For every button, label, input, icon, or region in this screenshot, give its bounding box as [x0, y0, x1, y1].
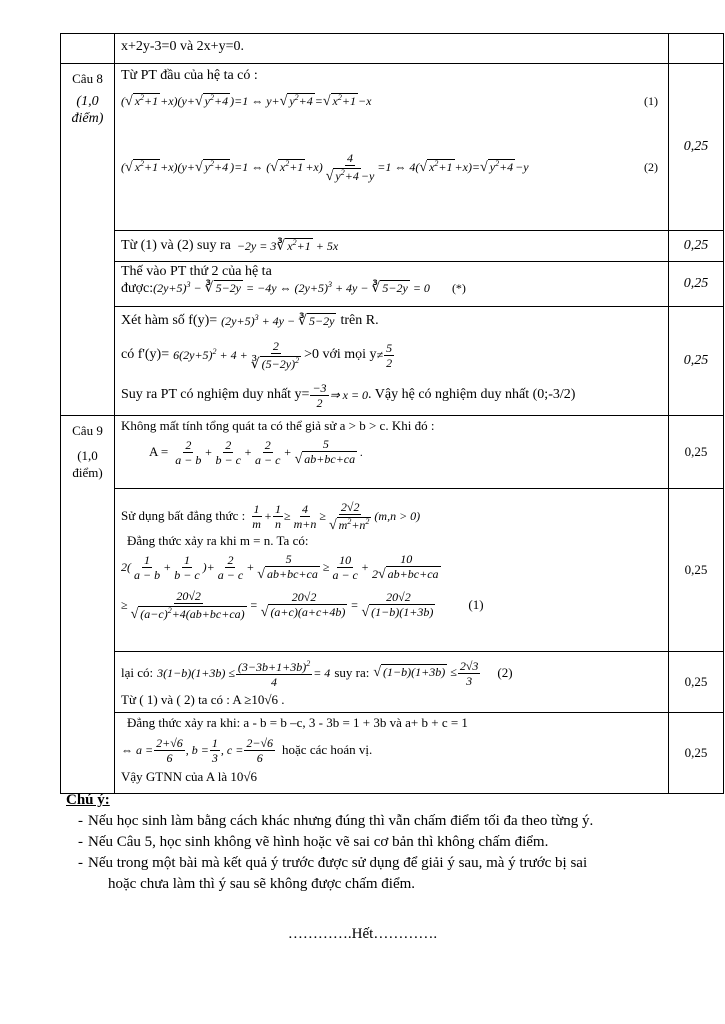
table-row — [61, 262, 724, 307]
points: 0,25 — [683, 238, 709, 253]
points: 0,25 — [683, 139, 709, 154]
grading-table — [60, 33, 724, 794]
table-row — [61, 652, 724, 713]
table-row — [61, 307, 724, 416]
note-item-continued: hoặc chưa làm thì ý sau sẽ không được chấm điểm. — [108, 876, 416, 892]
row-text: x+2y-3=0 và 2x+y=0. — [121, 39, 244, 54]
equation-label: (2) — [644, 159, 658, 174]
question-cell — [61, 416, 115, 794]
table-row — [61, 416, 724, 489]
answer-step: Thế vào PT thứ 2 của hệ ta được: $(2y+5)^3$ − ∛ 5−2y = −4y ⇔ $(2y+5)^3 + 4y$ − ∛ 5−2y = 0 (*) — [121, 264, 466, 296]
points: 0,25 — [683, 353, 709, 368]
points: 0,25 — [684, 444, 708, 459]
question-number: Câu 9 — [72, 423, 103, 438]
points: 0,25 — [683, 276, 709, 291]
answer-step: Sử dụng bất đẳng thức : $\frac{1}{m}$ + $\frac{1}{n}$ ≥ $\frac{4}{m+n}$ ≥ $\frac{2√2}{√ m^2+n^2}$ (m,n > 0) Đẳng thức xảy ra khi m = n. Ta có: 2( $\frac{1}{a - b}$ + $\frac{1}{b - c}$ )+ $\frac{2}{a - c}$ + $\frac{5}{√ ab+bc+ca}$ ≥ $\frac{10}{a - c}$ + $\frac{10}{2√ ab+bc+ca}$ ≥ $\frac{20√2}{√ (a-c)^2+4(ab+bc+ca)}$ = $\frac{20√2}{√ (a+c)(a+c+4b)}$ = $\frac{20√2}{√ (1-b)(1+3b)}$ (1) — [121, 499, 484, 622]
question-number: Câu 8 — [72, 71, 103, 86]
equation-1: (√ $x^2+1 +x)(y+√$ $y^2+4$ )=1 ⇔ y+√ $y^2+4$ =√ $x^2+1 -x$ (1) — [121, 92, 658, 109]
answer-step: Không mất tính tổng quát ta có thể giả sử a > b > c. Khi đó : A = $\frac{2}{a - b}$ + $\frac{2}{b - c}$ + $\frac{2}{a - c}$ + $\frac{5}{√ ab+bc+ca}$ . — [121, 418, 435, 467]
answer-step — [115, 64, 668, 194]
table-row — [61, 489, 724, 652]
answer-step: Xét hàm số f(y)= $(2y+5)^3 + 4y$ − ∛ 5−2y trên R. có f'(y)= $6(2y+5)^2 + 4$ + $\frac{2}{∛ (5-2y)^2}$ >0 với mọi y ≠ $\frac{5}{2}$ Suy ra PT có nghiệm duy nhất y= $\frac{-3}{2}$ ⇒ x = 0 . Vậy hệ có nghiệm duy nhất (0;-3/2) — [121, 312, 576, 410]
equation-label: (1) — [644, 93, 658, 108]
note-item: - Nếu học sinh làm bằng cách khác nhưng đúng thì vẫn chấm điểm tối đa theo từng ý. — [88, 811, 593, 832]
note-title: Chú ý: — [66, 792, 110, 808]
answer-step: lại có: 3(1−b)(1+3b) ≤ $\frac{(3-3b+1+3b)^2}{4}$ = 4 suy ra: √ (1−b)(1+3b) ≤ $\frac{2√3}{3}$ (2) Từ ( 1) và ( 2) ta có : A ≥10√6 . — [121, 658, 513, 707]
question-points: (1,0 điểm) — [71, 94, 104, 126]
note-item: - Nếu Câu 5, học sinh không vẽ hình hoặc vẽ sai cơ bản thì không chấm điểm. — [88, 832, 593, 853]
end-marker: ………….Hết…………. — [287, 926, 438, 942]
note-section — [66, 790, 593, 895]
answer-step: Từ (1) và (2) suy ra −2y = 3∛ $x^2+1 + 5x$ — [121, 237, 339, 254]
question-cell — [61, 64, 115, 416]
points: 0,25 — [684, 745, 708, 760]
question-points: (1,0 điểm) — [72, 448, 103, 480]
table-row — [61, 231, 724, 262]
equation-2: (√ $x^2+1 +x)(y+√$ $y^2+4$ )=1 ⇔ (√ $x^2+1 +x$) $\frac{4}{√ y^2+4 -y}$ =1 ⇔ 4(√ $x^2+1 +x)=√$ $y^2+4 -y$ (2) — [121, 150, 658, 184]
table-row — [61, 34, 724, 64]
answer-step: Đẳng thức xảy ra khi: a - b = b –c, 3 - 3b = 1 + 3b và a+ b + c = 1 ⇔ a = $\frac{2+√6}{6}$ , b = $\frac{1}{3}$ , c = $\frac{2-√6}{6}$ hoặc các hoán vị. Vậy GTNN của A là 10√6 — [121, 715, 468, 784]
table-row — [61, 64, 724, 231]
step-intro: Từ PT đầu của hệ ta có : — [121, 68, 258, 83]
points: 0,25 — [684, 562, 708, 577]
note-item: - Nếu trong một bài mà kết quả ý trước được sử dụng để giải ý sau, mà ý trước bị sai — [88, 853, 593, 874]
table-row — [61, 713, 724, 794]
points: 0,25 — [684, 674, 708, 689]
